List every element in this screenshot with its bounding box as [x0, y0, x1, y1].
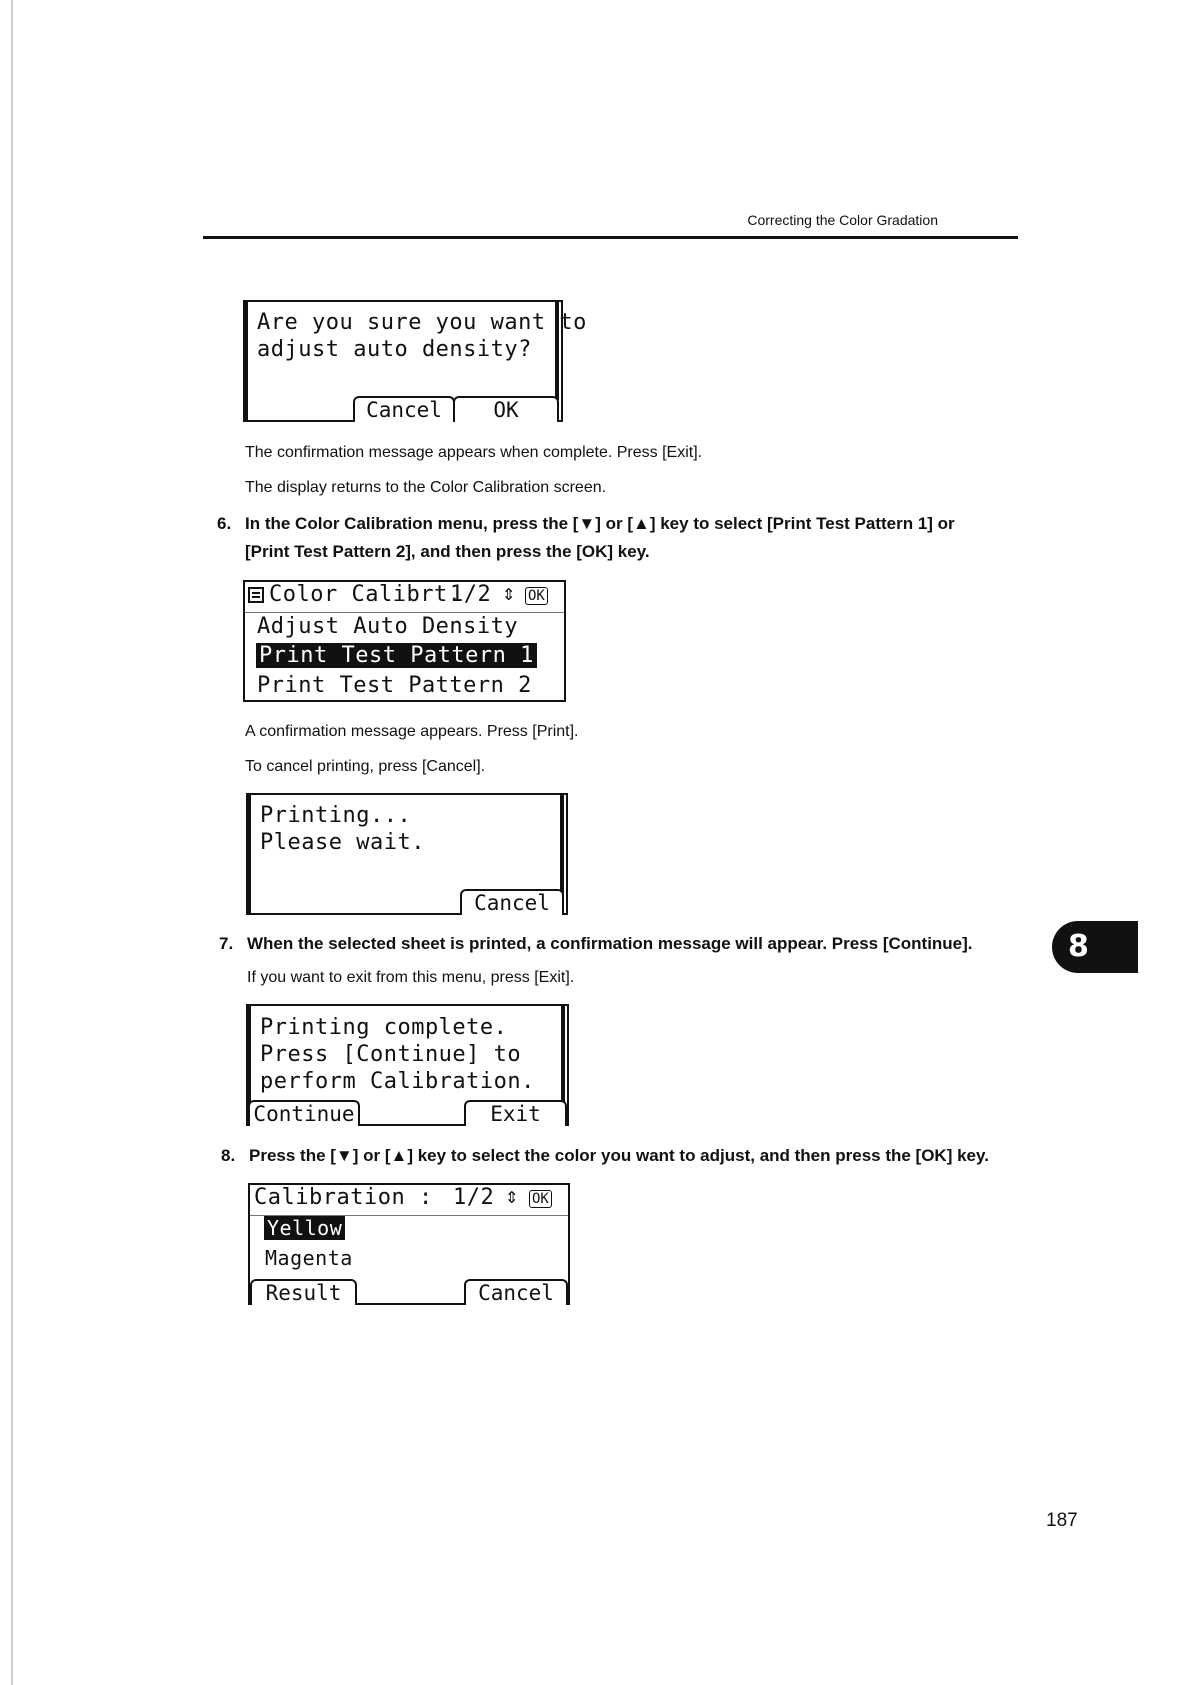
menu-item[interactable]: Print Test Pattern 2 [257, 673, 532, 698]
lcd-text-line: Printing complete. [260, 1015, 508, 1040]
cancel-softkey[interactable]: Cancel [464, 1279, 568, 1305]
header-rule [203, 236, 1018, 239]
paragraph: To cancel printing, press [Cancel]. [245, 758, 486, 775]
step-7 [219, 930, 1037, 958]
result-softkey[interactable]: Result [250, 1279, 357, 1305]
lcd-calibration [248, 1183, 570, 1305]
menu-item[interactable]: Magenta [265, 1246, 353, 1270]
paragraph: The confirmation message appears when complete. Press [Exit]. [245, 444, 703, 461]
lcd-right-border [561, 1006, 565, 1104]
up-down-arrows-icon: ⇕ [505, 1184, 519, 1209]
cancel-softkey[interactable]: Cancel [353, 396, 455, 422]
ok-chip: OK [525, 587, 548, 605]
lcd-color-calibration-menu [243, 580, 566, 702]
lcd-text-line: Please wait. [260, 830, 425, 855]
lcd-right-border [560, 795, 564, 893]
menu-item-selected[interactable]: Yellow [250, 1215, 568, 1245]
menu-item[interactable]: Adjust Auto Density [245, 612, 564, 643]
step-text: In the Color Calibration menu, press the [▼] or [▲] key to select [Print Test Pattern 1] or [245, 514, 955, 533]
menu-title: Color Calibrt. [269, 582, 462, 607]
ok-softkey[interactable]: OK [453, 396, 559, 422]
lcd-printing-complete [246, 1004, 569, 1126]
step-text: Press the [▼] or [▲] key to select the color you want to adjust, and then press the [OK] key. [249, 1146, 989, 1165]
step-number: 8. [221, 1146, 236, 1165]
lcd-confirm-density [243, 300, 587, 422]
step-number: 6. [217, 514, 232, 533]
step-text: [Print Test Pattern 2], and then press the [OK] key. [245, 542, 650, 561]
lcd-text-line: Printing... [260, 803, 412, 828]
menu-title-bar [245, 582, 564, 612]
running-header: Correcting the Color Gradation [747, 212, 938, 228]
paragraph: A confirmation message appears. Press [Print]. [245, 723, 579, 740]
paragraph: If you want to exit from this menu, press [Exit]. [247, 969, 575, 986]
lcd-text-line: perform Calibration. [260, 1069, 535, 1094]
page-indicator: 1/2 [453, 1185, 495, 1210]
cancel-softkey[interactable]: Cancel [460, 889, 564, 915]
step-number: 7. [219, 934, 234, 953]
ok-chip: OK [529, 1190, 552, 1208]
lcd-text-line: adjust auto density? [257, 337, 532, 362]
scan-edge-line [11, 0, 13, 1685]
lcd-printing [246, 793, 568, 915]
page-indicator: 1/2 [450, 582, 492, 607]
paragraph: The display returns to the Color Calibration screen. [245, 479, 607, 496]
chapter-tab: 8 [1052, 921, 1138, 973]
lcd-left-border [245, 302, 248, 420]
continue-softkey[interactable]: Continue [248, 1100, 360, 1126]
exit-softkey[interactable]: Exit [464, 1100, 567, 1126]
lcd-text-line: Press [Continue] to [260, 1042, 522, 1067]
menu-title: Calibration : [254, 1185, 433, 1210]
step-8 [221, 1142, 1039, 1170]
step-text: When the selected sheet is printed, a confirmation message will appear. Press [Continue]. [247, 934, 973, 953]
lcd-left-border [248, 795, 251, 913]
menu-item-selected[interactable]: Print Test Pattern 1 [245, 642, 564, 672]
menu-title-bar [250, 1185, 568, 1216]
lcd-text-line: Are you sure you want to [257, 310, 587, 335]
menu-icon [248, 587, 264, 603]
step-6 [217, 510, 1035, 566]
up-down-arrows-icon: ⇕ [502, 581, 516, 606]
page-number: 187 [1046, 1510, 1078, 1531]
